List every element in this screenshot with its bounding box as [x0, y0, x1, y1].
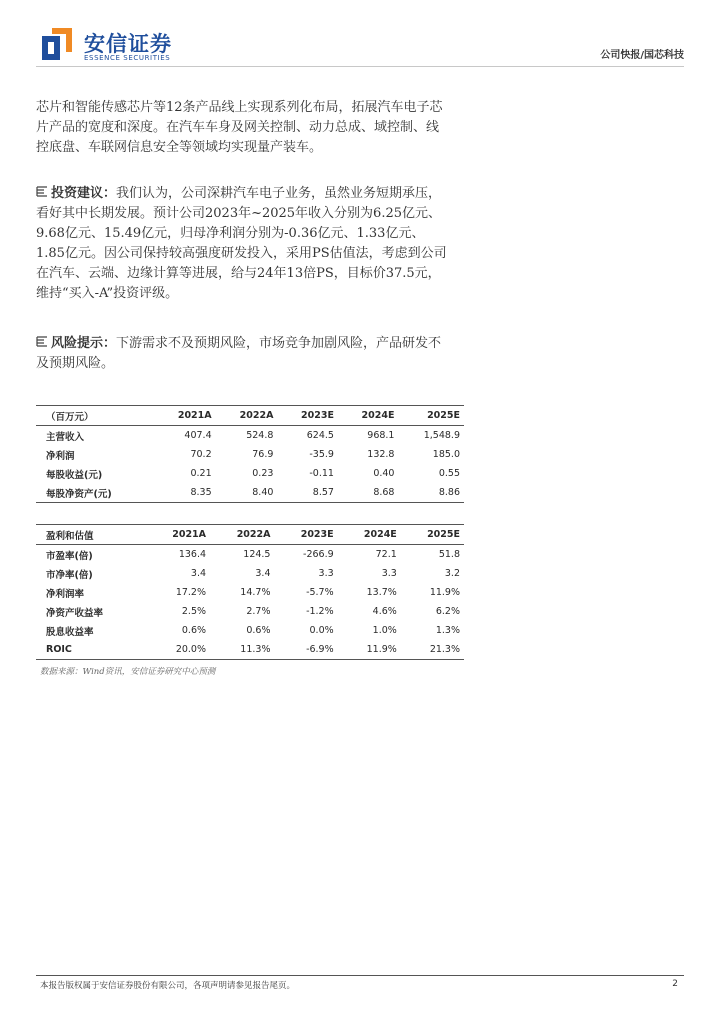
table-cell: 净利润: [46, 450, 75, 462]
table-cell: 3.4: [255, 568, 271, 579]
table-header-cell: 2024E: [338, 525, 401, 545]
investment-advice-title: 投资建议：: [51, 186, 117, 201]
table-cell: 13.7%: [366, 587, 397, 598]
page-number: 2: [672, 979, 678, 989]
table-row: [36, 621, 464, 640]
table-cell: 624.5: [306, 430, 334, 441]
table-cell: 4.6%: [372, 606, 397, 617]
table-row: [36, 602, 464, 621]
report-type-label: 公司快报/国芯科技: [600, 50, 684, 61]
investment-advice-text: 我们认为，公司深耕汽车电子业务，虽然业务短期承压，看好其中长期发展。预计公司2023年~2025年收入分别为6.25亿元、9.68亿元、15.49亿元，归母净利润分别为-0.36亿元、1.33亿元、1.85亿元。因公司保持较高强度研发投入，采用PS估值法，考虑到公司在汽车、云端、边缘计算等进展，给与24年13倍PS，目标价37.5元，维持“买入-A”投资评级。: [36, 186, 447, 301]
table-cell: 11.9%: [338, 640, 401, 660]
footer-divider: [36, 975, 684, 976]
table-header-cell: 2021A: [154, 406, 216, 426]
risk-warning-text: 下游需求不及预期风险，市场竞争加剧风险，产品研发不及预期风险。: [36, 336, 442, 371]
table-cell: 0.6%: [246, 625, 271, 636]
table-cell: 8.68: [338, 483, 399, 503]
table-cell: 1,548.9: [423, 430, 460, 441]
table-cell: 市盈率(倍): [46, 550, 93, 562]
table-cell: 20.0%: [146, 640, 210, 660]
table-header-cell: 2024E: [338, 406, 399, 426]
table-cell: 每股净资产(元): [36, 483, 154, 503]
valuation-table: [36, 524, 464, 660]
table-cell: 124.5: [243, 549, 271, 560]
data-source-note: 数据来源：Wind资讯，安信证券研究中心预测: [40, 667, 216, 677]
table-cell: -35.9: [309, 449, 334, 460]
risk-warning-paragraph: [36, 334, 451, 374]
table-cell: ROIC: [36, 640, 146, 660]
table-row: [36, 426, 464, 446]
table-cell: 2.5%: [181, 606, 207, 617]
table-header-row: [36, 525, 464, 545]
table-header-cell: 2022A: [210, 525, 274, 545]
table-header-cell: 2023E: [274, 525, 337, 545]
table-cell: 8.86: [398, 483, 464, 503]
table-header-cell: （百万元）: [36, 406, 154, 426]
table-row: [36, 545, 464, 565]
table-row: [36, 464, 464, 483]
table-cell: 8.57: [277, 483, 338, 503]
table-cell: 净资产收益率: [46, 607, 104, 619]
table-cell: 524.8: [246, 430, 274, 441]
table-cell: 14.7%: [240, 587, 271, 598]
table-header-cell: 2025E: [401, 525, 464, 545]
table-cell: 1.3%: [435, 625, 460, 636]
table-cell: 8.35: [154, 483, 216, 503]
logo-text-en: ESSENCE SECURITIES: [84, 54, 171, 62]
table-cell: 每股收益(元): [46, 469, 103, 481]
table-header-cell: 2022A: [216, 406, 278, 426]
table-cell: 185.0: [432, 449, 460, 460]
table-cell: 3.3: [318, 568, 334, 579]
table-cell: 132.8: [367, 449, 395, 460]
table-cell: 净利润率: [46, 588, 85, 600]
table-cell: 968.1: [367, 430, 395, 441]
table-header-cell: 2025E: [398, 406, 464, 426]
table-cell: 0.0%: [309, 625, 334, 636]
table-cell: -6.9%: [274, 640, 337, 660]
table-header-cell: 2021A: [146, 525, 210, 545]
table-cell: 11.9%: [429, 587, 460, 598]
table-header-cell: 2023E: [277, 406, 338, 426]
table-cell: 21.3%: [401, 640, 464, 660]
table-cell: 0.40: [373, 468, 395, 479]
table-header-row: [36, 406, 464, 426]
table-cell: 6.2%: [435, 606, 460, 617]
table-cell: 0.6%: [181, 625, 207, 636]
table-row: [36, 640, 464, 660]
table-cell: 3.3: [381, 568, 397, 579]
list-icon: [36, 186, 48, 198]
table-cell: 11.3%: [210, 640, 274, 660]
table-cell: -0.11: [309, 468, 334, 479]
table-cell: 1.0%: [372, 625, 397, 636]
table-cell: 0.23: [252, 468, 274, 479]
table-cell: 51.8: [438, 549, 460, 560]
table-cell: 72.1: [375, 549, 397, 560]
table-row: [36, 564, 464, 583]
logo-text-cn: 安信证券: [84, 32, 172, 56]
table-cell: 3.4: [190, 568, 207, 579]
table-header-cell: 盈利和估值: [36, 525, 146, 545]
logo-mark-icon: [40, 26, 74, 62]
intro-paragraph: 芯片和智能传感芯片等12条产品线上实现系列化布局，拓展汽车电子芯片产品的宽度和深度。在汽车车身及网关控制、动力总成、域控制、线控底盘、车联网信息安全等领域均实现量产装车。: [36, 100, 443, 155]
table-cell: 股息收益率: [46, 626, 94, 638]
financial-summary-table: [36, 405, 464, 503]
table-cell: 3.2: [444, 568, 460, 579]
table-row: [36, 583, 464, 602]
company-logo: [40, 26, 200, 66]
table-cell: 市净率(倍): [46, 569, 93, 581]
table-row: [36, 483, 464, 503]
table-cell: -5.7%: [306, 587, 334, 598]
table-cell: 8.40: [216, 483, 278, 503]
table-cell: 17.2%: [175, 587, 207, 598]
table-cell: -1.2%: [306, 606, 334, 617]
table-cell: 2.7%: [246, 606, 271, 617]
table-cell: 407.4: [184, 430, 212, 441]
table-cell: 0.21: [190, 468, 212, 479]
table-cell: 76.9: [252, 449, 274, 460]
risk-warning-title: 风险提示：: [51, 336, 117, 351]
footer-disclaimer: 本报告版权属于安信证券股份有限公司，各项声明请参见报告尾页。: [40, 981, 296, 991]
table-cell: 70.2: [190, 449, 212, 460]
investment-advice-paragraph: [36, 184, 451, 304]
table-row: [36, 445, 464, 464]
table-cell: 136.4: [178, 549, 207, 560]
table-cell: 0.55: [438, 468, 460, 479]
header-divider: [36, 66, 684, 67]
table-cell: 主营收入: [46, 431, 85, 443]
list-icon: [36, 336, 48, 348]
table-cell: -266.9: [303, 549, 334, 560]
